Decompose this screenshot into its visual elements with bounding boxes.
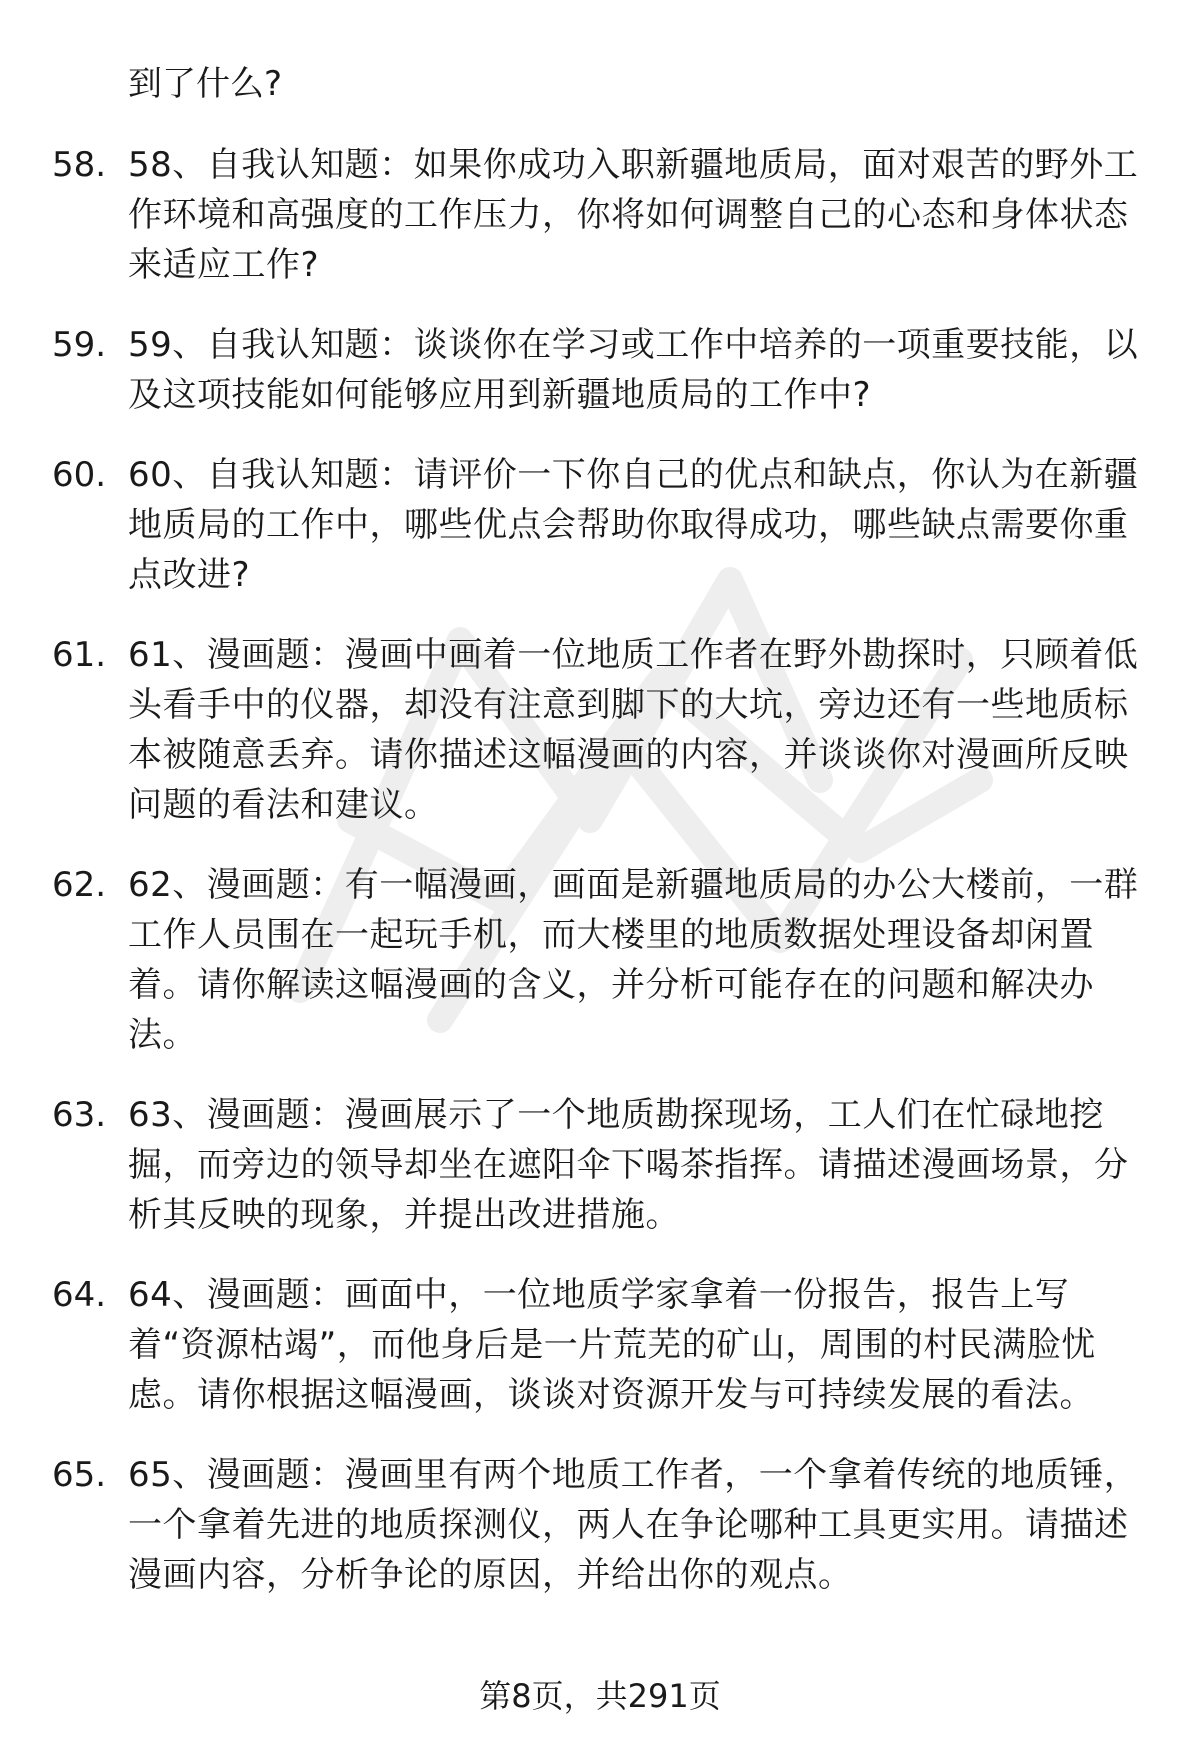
- question-text: 60、自我认知题：请评价一下你自己的优点和缺点，你认为在新疆地质局的工作中，哪些优点会帮助你取得成功，哪些缺点需要你重点改进?: [128, 455, 1139, 595]
- question-item: [0, 140, 1200, 290]
- question-text: 62、漫画题：有一幅漫画，画面是新疆地质局的办公大楼前，一群工作人员围在一起玩手机，而大楼里的地质数据处理设备却闲置着。请你解读这幅漫画的含义，并分析可能存在的问题和解决办法。: [128, 865, 1139, 1055]
- question-text: 58、自我认知题：如果你成功入职新疆地质局，面对艰苦的野外工作环境和高强度的工作压力，你将如何调整自己的心态和身体状态来适应工作?: [128, 145, 1139, 285]
- question-item: [0, 1450, 1200, 1600]
- question-number: 61.: [52, 635, 107, 675]
- question-item: [0, 1270, 1200, 1420]
- question-number: 64.: [52, 1275, 107, 1315]
- question-item: [0, 450, 1200, 600]
- question-number: 62.: [52, 865, 107, 905]
- question-text: 61、漫画题：漫画中画着一位地质工作者在野外勘探时，只顾着低头看手中的仪器，却没有注意到脚下的大坑，旁边还有一些地质标本被随意丢弃。请你描述这幅漫画的内容，并谈谈你对漫画所反映问题的看法和建议。: [128, 635, 1139, 825]
- question-text: 59、自我认知题：谈谈你在学习或工作中培养的一项重要技能，以及这项技能如何能够应用到新疆地质局的工作中?: [128, 325, 1139, 415]
- question-number: 65.: [52, 1455, 107, 1495]
- question-number: 59.: [52, 325, 107, 365]
- continued-question-tail: 到了什么?: [128, 64, 283, 104]
- question-list: [0, 140, 1200, 1630]
- page-footer: 第8页，共291页: [479, 1677, 721, 1715]
- question-number: 63.: [52, 1095, 107, 1135]
- question-number: 58.: [52, 145, 107, 185]
- question-text: 63、漫画题：漫画展示了一个地质勘探现场，工人们在忙碌地挖掘，而旁边的领导却坐在遮阳伞下喝茶指挥。请描述漫画场景，分析其反映的现象，并提出改进措施。: [128, 1095, 1129, 1235]
- question-item: [0, 320, 1200, 420]
- question-text: 64、漫画题：画面中，一位地质学家拿着一份报告，报告上写着“资源枯竭”，而他身后是一片荒芜的矿山，周围的村民满脸忧虑。请你根据这幅漫画，谈谈对资源开发与可持续发展的看法。: [128, 1275, 1096, 1415]
- question-number: 60.: [52, 455, 107, 495]
- question-text: 65、漫画题：漫画里有两个地质工作者，一个拿着传统的地质锤，一个拿着先进的地质探测仪，两人在争论哪种工具更实用。请描述漫画内容，分析争论的原因，并给出你的观点。: [128, 1455, 1139, 1595]
- question-item: [0, 630, 1200, 830]
- question-item: [0, 1090, 1200, 1240]
- question-item: [0, 860, 1200, 1060]
